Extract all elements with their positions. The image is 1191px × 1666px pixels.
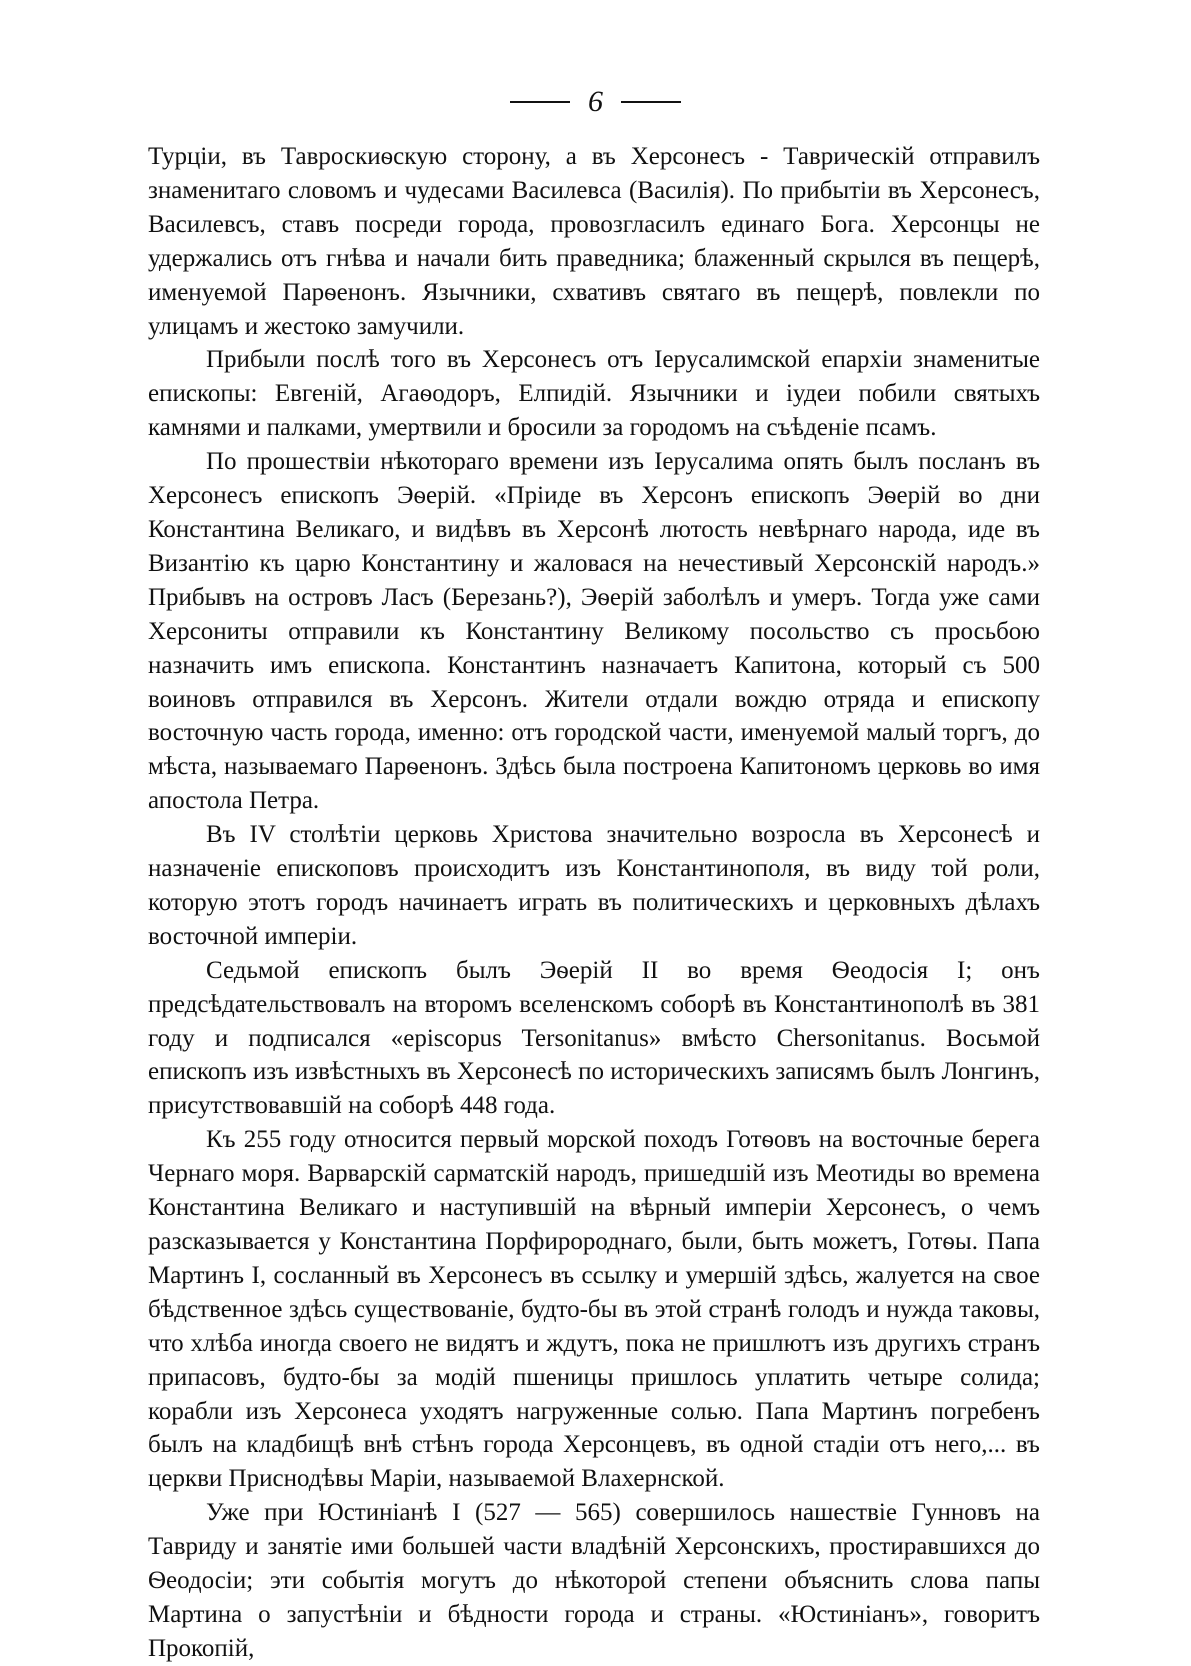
body-text — [148, 140, 1040, 1666]
page-number: 6 — [588, 85, 603, 118]
header-rule-left — [510, 101, 570, 103]
paragraph: Уже при Юстиніанѣ I (527 — 565) совершилось нашествіе Гунновъ на Тавриду и занятіе ими большей части владѣній Херсонскихъ, простиравшихся до Ѳеодосіи; эти событія могутъ до нѣкоторой степени объяснить слова папы Мартина о запустѣніи и бѣдности города и страны. «Юстиніанъ», говоритъ Прокопій, — [148, 1499, 1040, 1662]
paragraph: Къ 255 году относится первый морской походъ Готѳовъ на восточные берега Чернаго моря. Варварскій сарматскій народъ, пришедшій изъ Меотиды во времена Константина Великаго и наступившій на вѣрный имперіи Херсонесъ, о чемъ разсказывается у Константина Порфиророднаго, были, быть можетъ, Готѳы. Папа Мартинъ I, сосланный въ Херсонесъ въ ссылку и умершій здѣсь, жалуется на свое бѣдственное здѣсь существованіе, будто-бы въ этой странѣ голодъ и нужда таковы, что хлѣба иногда своего не видятъ и ждутъ, пока не пришлютъ изъ другихъ странъ припасовъ, будто-бы за модій пшеницы пришлось уплатить четыре солида; корабли изъ Херсонеса уходятъ нагруженные солью. Папа Мартинъ погребенъ былъ на кладбищѣ внѣ стѣнъ города Херсонцевъ, въ одной стадіи отъ него,... въ церкви Приснодѣвы Маріи, называемой Влахернской. — [148, 1126, 1040, 1493]
page-header — [0, 82, 1191, 122]
paragraph: Прибыли послѣ того въ Херсонесъ отъ Іерусалимской епархіи знаменитые епископы: Евгеній, Агаѳодоръ, Елпидій. Язычники и іудеи побили святыхъ камнями и палками, умертвили и бросили за городомъ на съѣденіе псамъ. — [148, 346, 1040, 442]
paragraph: По прошествіи нѣкотораго времени изъ Іерусалима опять былъ посланъ въ Херсонесъ епископъ Эѳерій. «Пріиде въ Херсонъ епископъ Эѳерій во дни Константина Великаго, и видѣвъ въ Херсонѣ лютость невѣрнаго народа, иде въ Византію къ царю Константину и жаловася на нечестивый Херсонскій народъ.» Прибывъ на островъ Ласъ (Березань?), Эѳерій заболѣлъ и умеръ. Тогда уже сами Херсониты отправили къ Константину Великому посольство съ просьбою назначить имъ епископа. Константинъ назначаетъ Капитона, который съ 500 воиновъ отправился въ Херсонъ. Жители отдали вождю отряда и епископу восточную часть города, именно: отъ городской части, именуемой малый торгъ, до мѣста, называемаго Парѳенонъ. Здѣсь была построена Капитономъ церковь во имя апостола Петра. — [148, 448, 1040, 815]
paragraph: Турціи, въ Тавроскиѳскую сторону, а въ Херсонесъ - Таврическій отправилъ знаменитаго словомъ и чудесами Василевса (Василія). По прибытіи въ Херсонесъ, Василевсъ, ставъ посреди города, провозгласилъ единаго Бога. Херсонцы не удержались отъ гнѣва и начали бить праведника; блаженный скрылся въ пещерѣ, именуемой Парѳенонъ. Язычники, схвативъ святаго въ пещерѣ, повлекли по улицамъ и жестоко замучили. — [148, 143, 1040, 340]
paragraph: Седьмой епископъ былъ Эѳерій II во время Ѳеодосія I; онъ предсѣдательствовалъ на второмъ вселенскомъ соборѣ въ Константинополѣ въ 381 году и подписался «episcopus Tersonitanus» вмѣсто Chersonitanus. Восьмой епископъ изъ извѣстныхъ въ Херсонесѣ по историческихъ записямъ былъ Лонгинъ, присутствовавшій на соборѣ 448 года. — [148, 956, 1040, 1120]
header-rule-right — [621, 101, 681, 103]
paragraph: Въ IV столѣтіи церковь Христова значительно возросла въ Херсонесѣ и назначеніе епископовъ происходитъ изъ Константинополя, въ виду той роли, которую этотъ городъ начинаетъ играть въ политическихъ и церковныхъ дѣлахъ восточной имперіи. — [148, 821, 1040, 950]
